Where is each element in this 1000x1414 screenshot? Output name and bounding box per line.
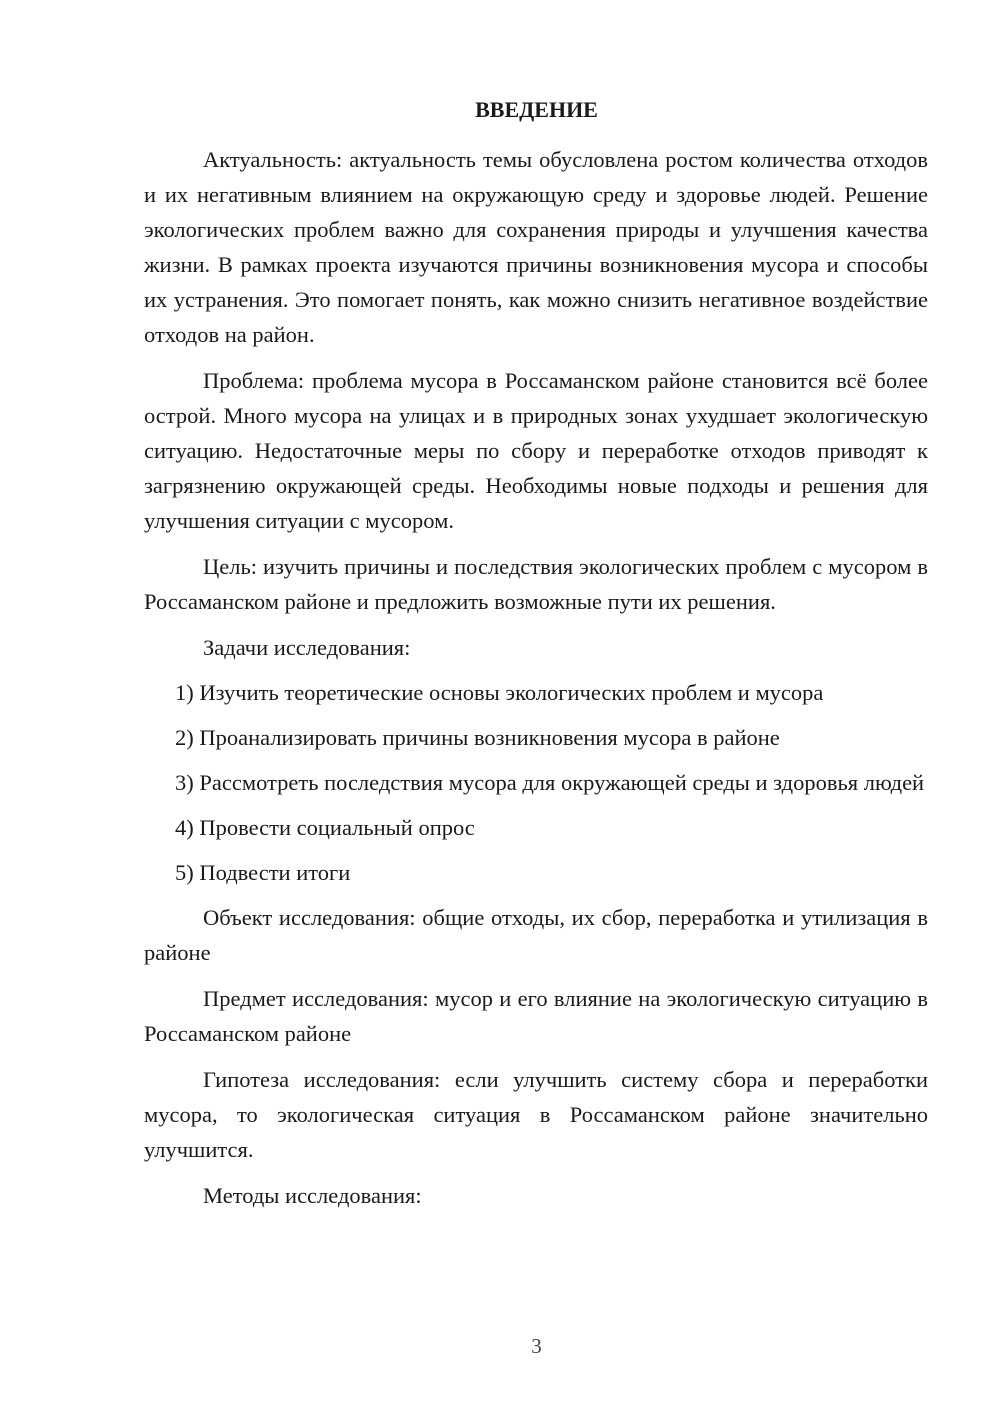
document-body [144,142,928,1224]
object-paragraph: Объект исследования: общие отходы, их сбор, переработка и утилизация в районе [144,905,928,965]
page-number: 3 [531,1334,542,1358]
tasks-heading: Задачи исследования: [203,635,411,660]
task-item-3: 3) Рассмотреть последствия мусора для окружающей среды и здоровья людей [175,770,925,795]
task-item-1: 1) Изучить теоретические основы экологических проблем и мусора [175,680,824,705]
problem-paragraph: Проблема: проблема мусора в Россаманском районе становится всё более острой. Много мусора на улицах и в природных зонах ухудшает экологическую ситуацию. Недостаточные меры по сбору и переработке отходов приводят к загрязнению окружающей среды. Необходимы новые подходы и решения для улучшения ситуации с мусором. [144,368,928,533]
task-item-2: 2) Проанализировать причины возникновения мусора в районе [175,725,780,750]
task-item-5: 5) Подвести итоги [175,860,351,885]
relevance-paragraph: Актуальность: актуальность темы обусловлена ростом количества отходов и их негативным влиянием на окружающую среду и здоровье людей. Решение экологических проблем важно для сохранения природы и улучшения качества жизни. В рамках проекта изучаются причины возникновения мусора и способы их устранения. Это помогает понять, как можно снизить негативное воздействие отходов на район. [144,147,928,347]
page-title: ВВЕДЕНИЕ [475,97,598,122]
subject-paragraph: Предмет исследования: мусор и его влияние на экологическую ситуацию в Россаманском районе [144,986,928,1046]
goal-paragraph: Цель: изучить причины и последствия экологических проблем с мусором в Россаманском районе и предложить возможные пути их решения. [144,554,928,614]
methods-heading: Методы исследования: [203,1183,422,1208]
task-item-4: 4) Провести социальный опрос [175,815,475,840]
hypothesis-paragraph: Гипотеза исследования: если улучшить систему сбора и переработки мусора, то экологическая ситуация в Россаманском районе значительно улучшится. [144,1067,928,1162]
